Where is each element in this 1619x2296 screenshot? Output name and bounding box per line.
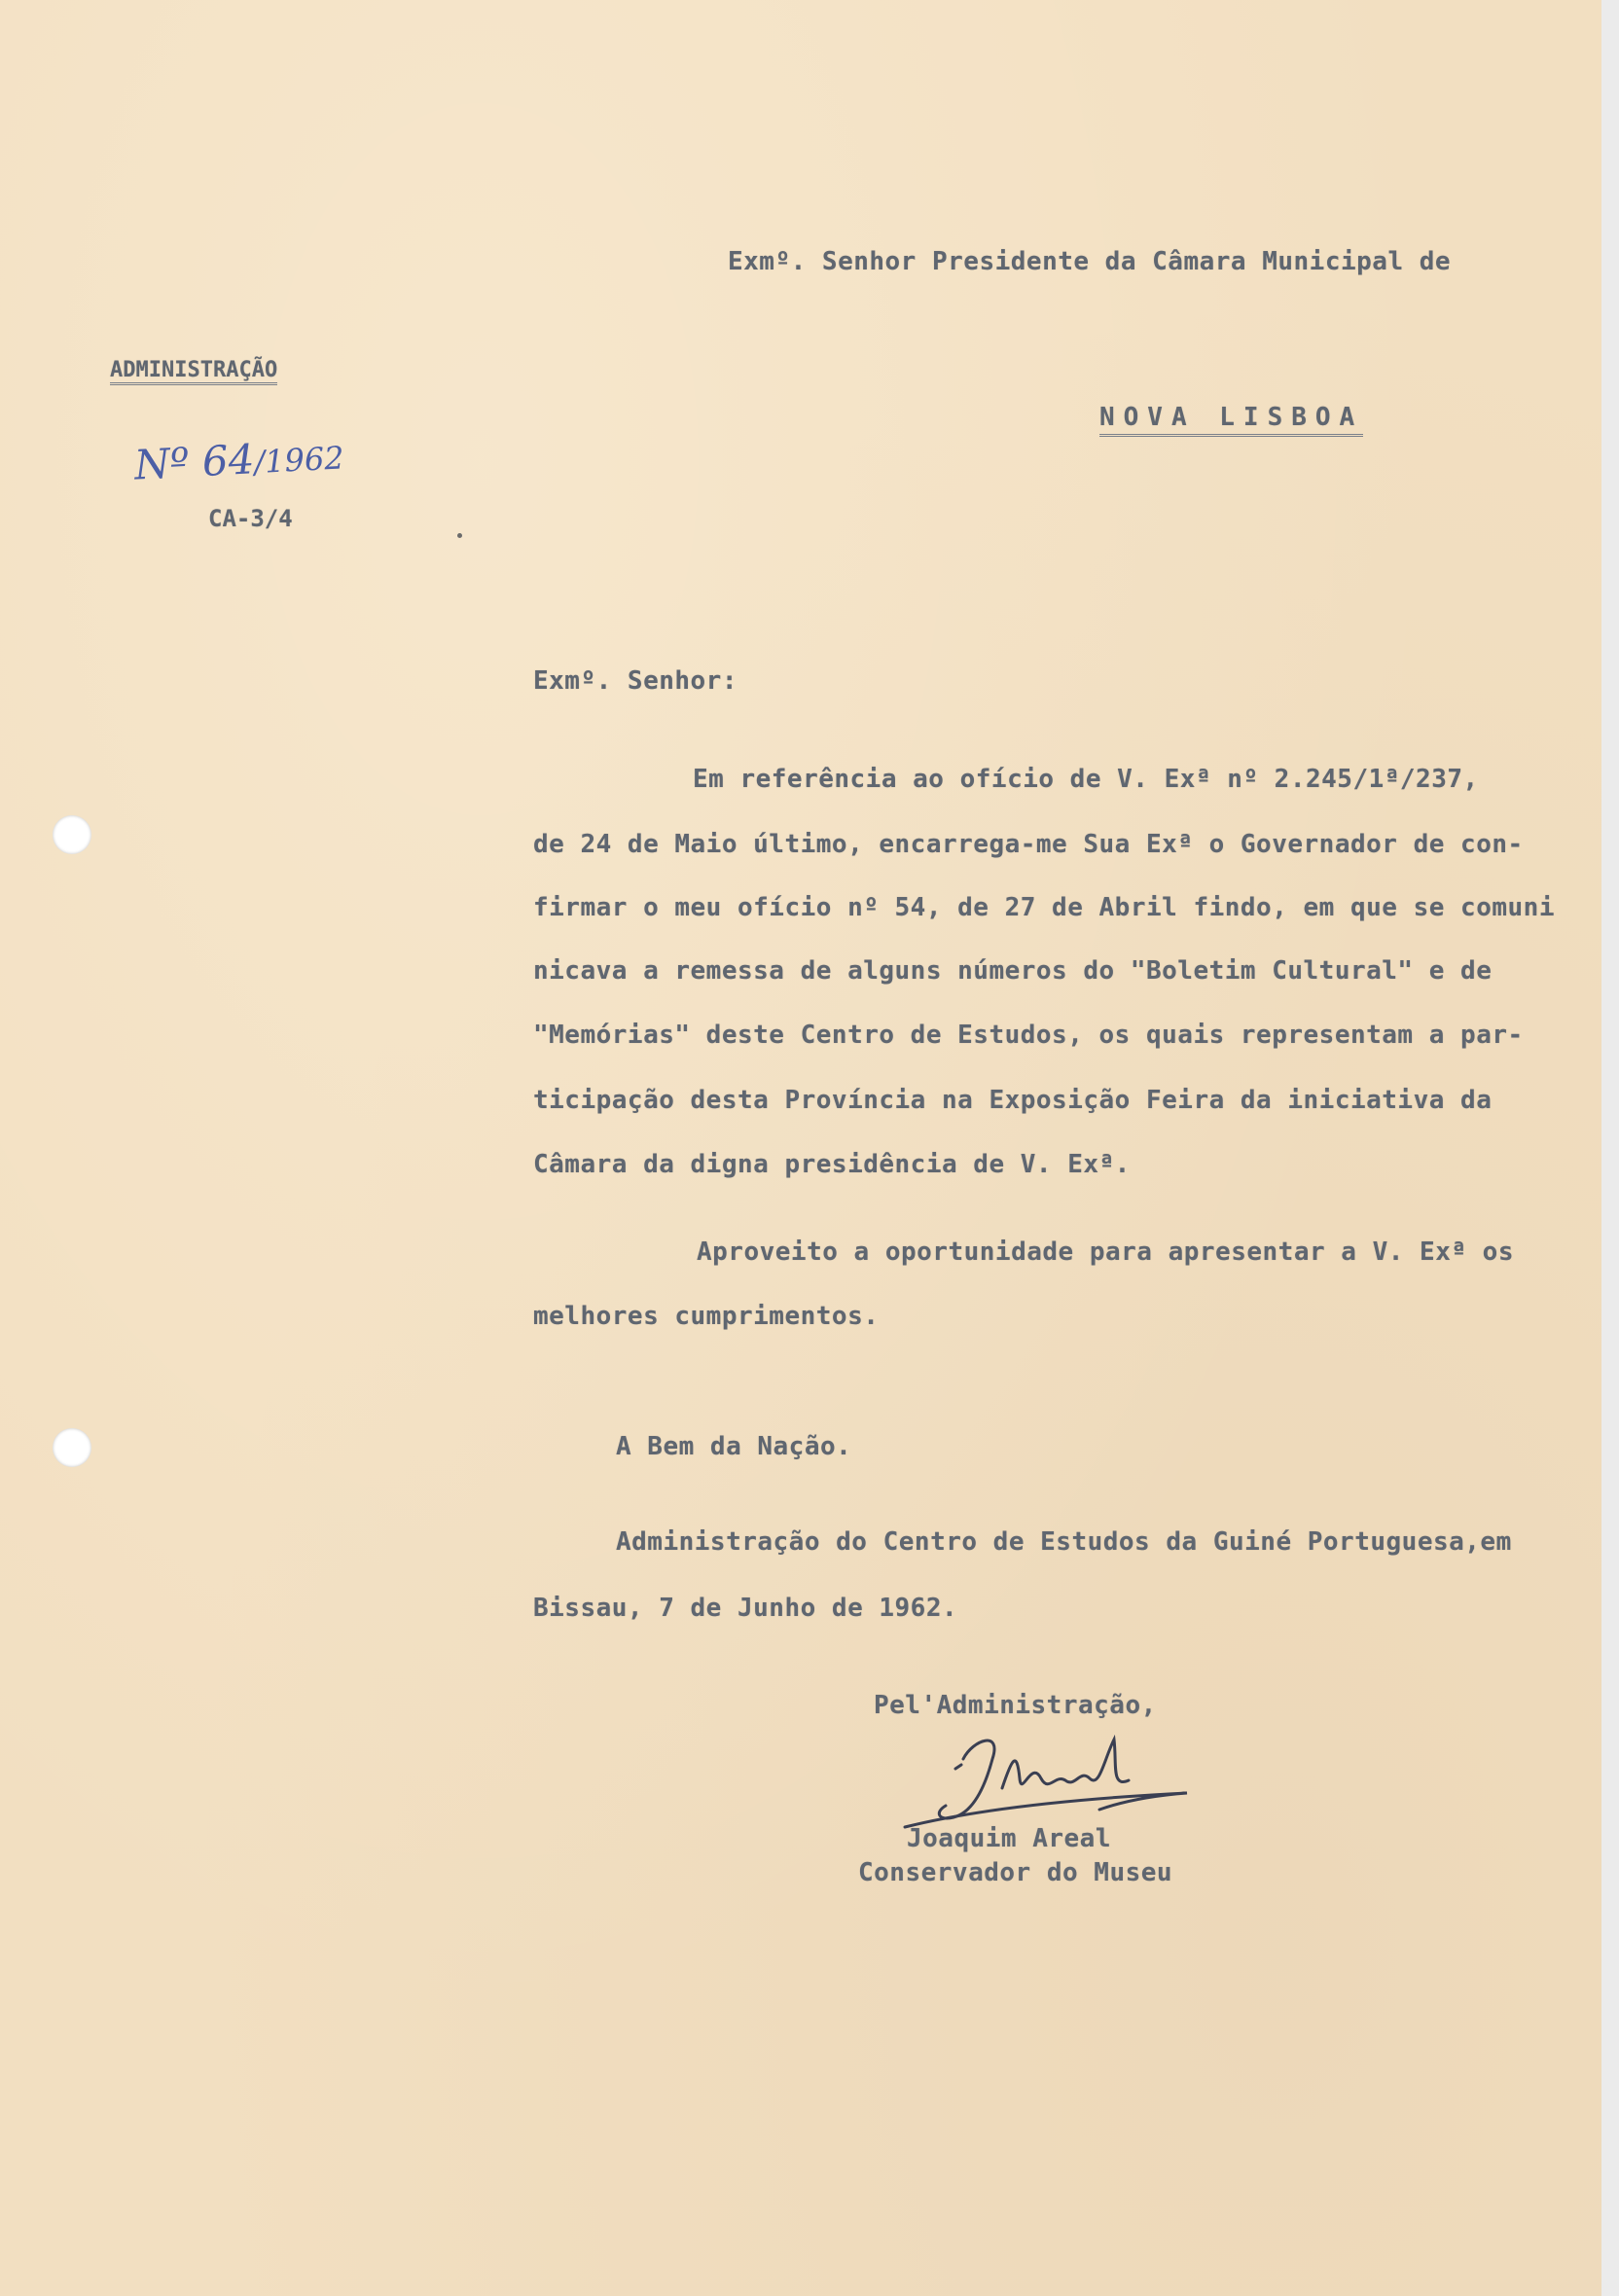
date-line: Bissau, 7 de Junho de 1962. bbox=[533, 1594, 958, 1623]
ink-dot bbox=[457, 533, 462, 538]
punch-hole bbox=[53, 815, 91, 854]
body-line: de 24 de Maio último, encarrega-me Sua Exª o Governador de con- bbox=[533, 830, 1524, 859]
salutation: Exmº. Senhor: bbox=[533, 666, 738, 696]
signatory-role: Conservador do Museu bbox=[858, 1858, 1173, 1887]
addressee-line: Exmº. Senhor Presidente da Câmara Municipal de bbox=[728, 247, 1452, 276]
city-heading: NOVA LISBOA bbox=[1099, 403, 1363, 437]
department-stamp: ADMINISTRAÇÃO bbox=[110, 358, 277, 385]
signature-on-behalf: Pel'Administração, bbox=[874, 1691, 1157, 1720]
body-line: firmar o meu ofício nº 54, de 27 de Abril findo, em que se comuni bbox=[533, 893, 1555, 922]
page-edge-background bbox=[1601, 0, 1619, 2296]
handwritten-reference-number bbox=[133, 430, 345, 488]
body-line: ticipação desta Província na Exposição Feira da iniciativa da bbox=[533, 1086, 1493, 1115]
closing-line: Aproveito a oportunidade para apresentar a V. Exª os bbox=[697, 1238, 1514, 1267]
body-line: Câmara da digna presidência de V. Exª. bbox=[533, 1150, 1131, 1179]
punch-hole bbox=[53, 1428, 91, 1467]
handwritten-number: Nº 64 bbox=[132, 435, 256, 489]
closing-formula: A Bem da Nação. bbox=[616, 1432, 852, 1461]
body-line: "Memórias" deste Centro de Estudos, os quais representam a par- bbox=[533, 1021, 1524, 1050]
closing-line: melhores cumprimentos. bbox=[533, 1302, 880, 1331]
handwritten-year: /1962 bbox=[253, 439, 345, 482]
reference-code: CA-3/4 bbox=[208, 505, 293, 532]
place-line: Administração do Centro de Estudos da Guiné Portuguesa,em bbox=[616, 1527, 1512, 1557]
body-line: Em referência ao ofício de V. Exª nº 2.245/1ª/237, bbox=[693, 765, 1479, 794]
signatory-name: Joaquim Areal bbox=[907, 1824, 1111, 1853]
body-line: nicava a remessa de alguns números do "Boletim Cultural" e de bbox=[533, 956, 1493, 986]
